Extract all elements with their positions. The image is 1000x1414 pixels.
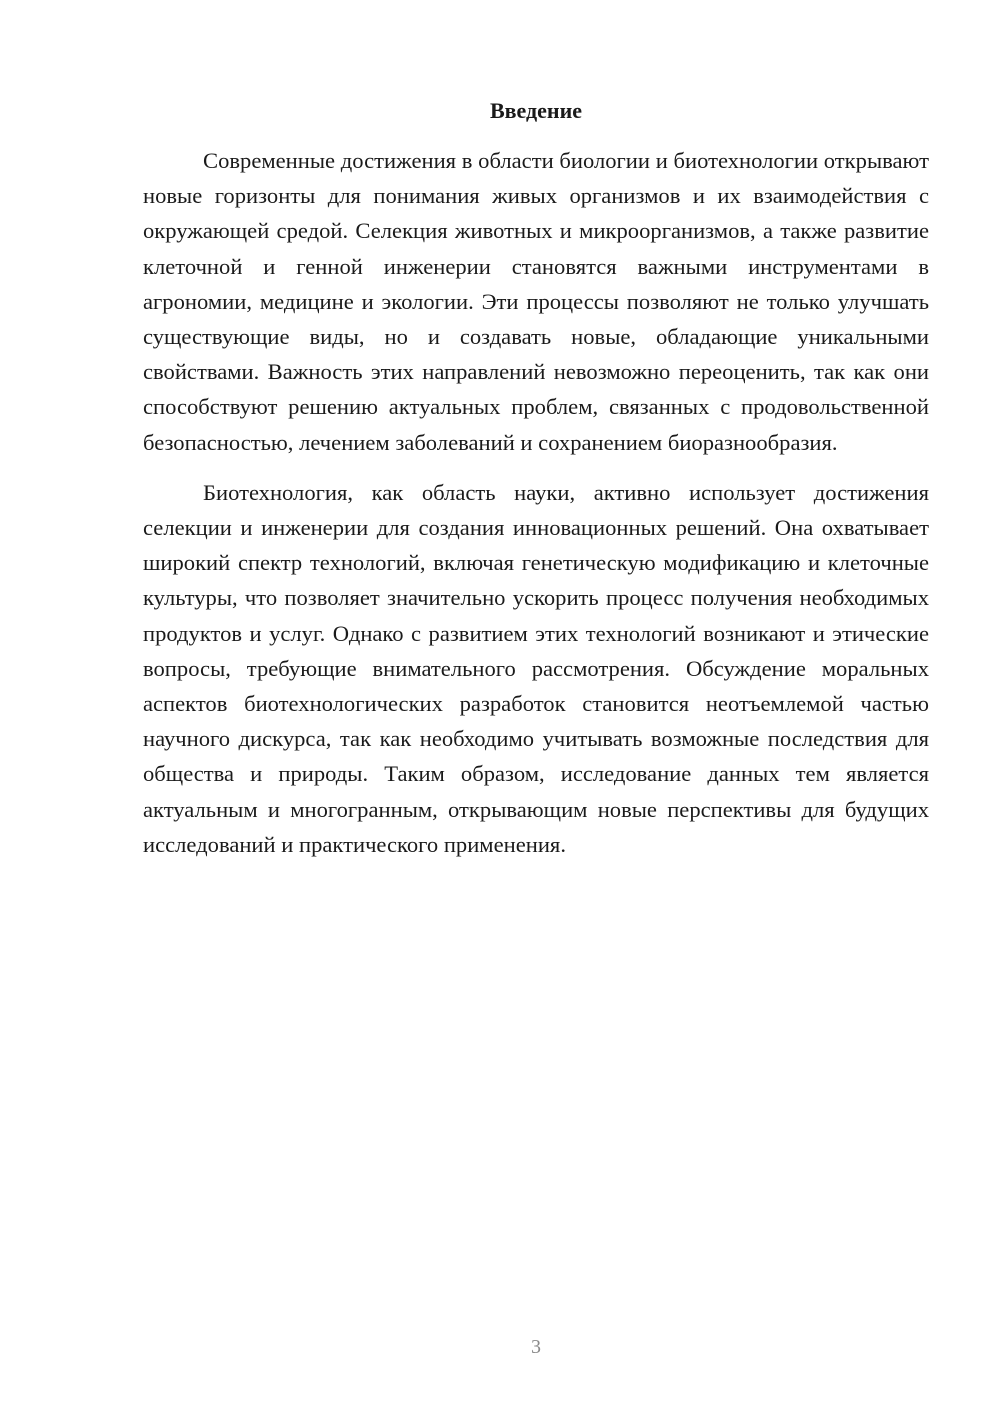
document-body	[143, 143, 929, 862]
paragraph-2: Биотехнология, как область науки, активно использует достижения селекции и инженерии для создания инновационных решений. Она охватывает широкий спектр технологий, включая генетическую модификацию и клеточные культуры, что позволяет значительно ускорить процесс получения необходимых продуктов и услуг. Однако с развитием этих технологий возникают и этические вопросы, требующие внимательного рассмотрения. Обсуждение моральных аспектов биотехнологических разработок становится неотъемлемой частью научного дискурса, так как необходимо учитывать возможные последствия для общества и природы. Таким образом, исследование данных тем является актуальным и многогранным, открывающим новые перспективы для будущих исследований и практического применения.	[143, 479, 929, 857]
paragraph-1: Современные достижения в области биологии и биотехнологии открывают новые горизонты для понимания живых организмов и их взаимодействия с окружающей средой. Селекция животных и микроорганизмов, а также развитие клеточной и генной инженерии становятся важными инструментами в агрономии, медицине и экологии. Эти процессы позволяют не только улучшать существующие виды, но и создавать новые, обладающие уникальными свойствами. Важность этих направлений невозможно переоценить, так как они способствуют решению актуальных проблем, связанных с продовольственной безопасностью, лечением заболеваний и сохранением биоразнообразия.	[143, 148, 929, 455]
page-number: 3	[531, 1336, 541, 1358]
section-title: Введение	[489, 98, 583, 123]
